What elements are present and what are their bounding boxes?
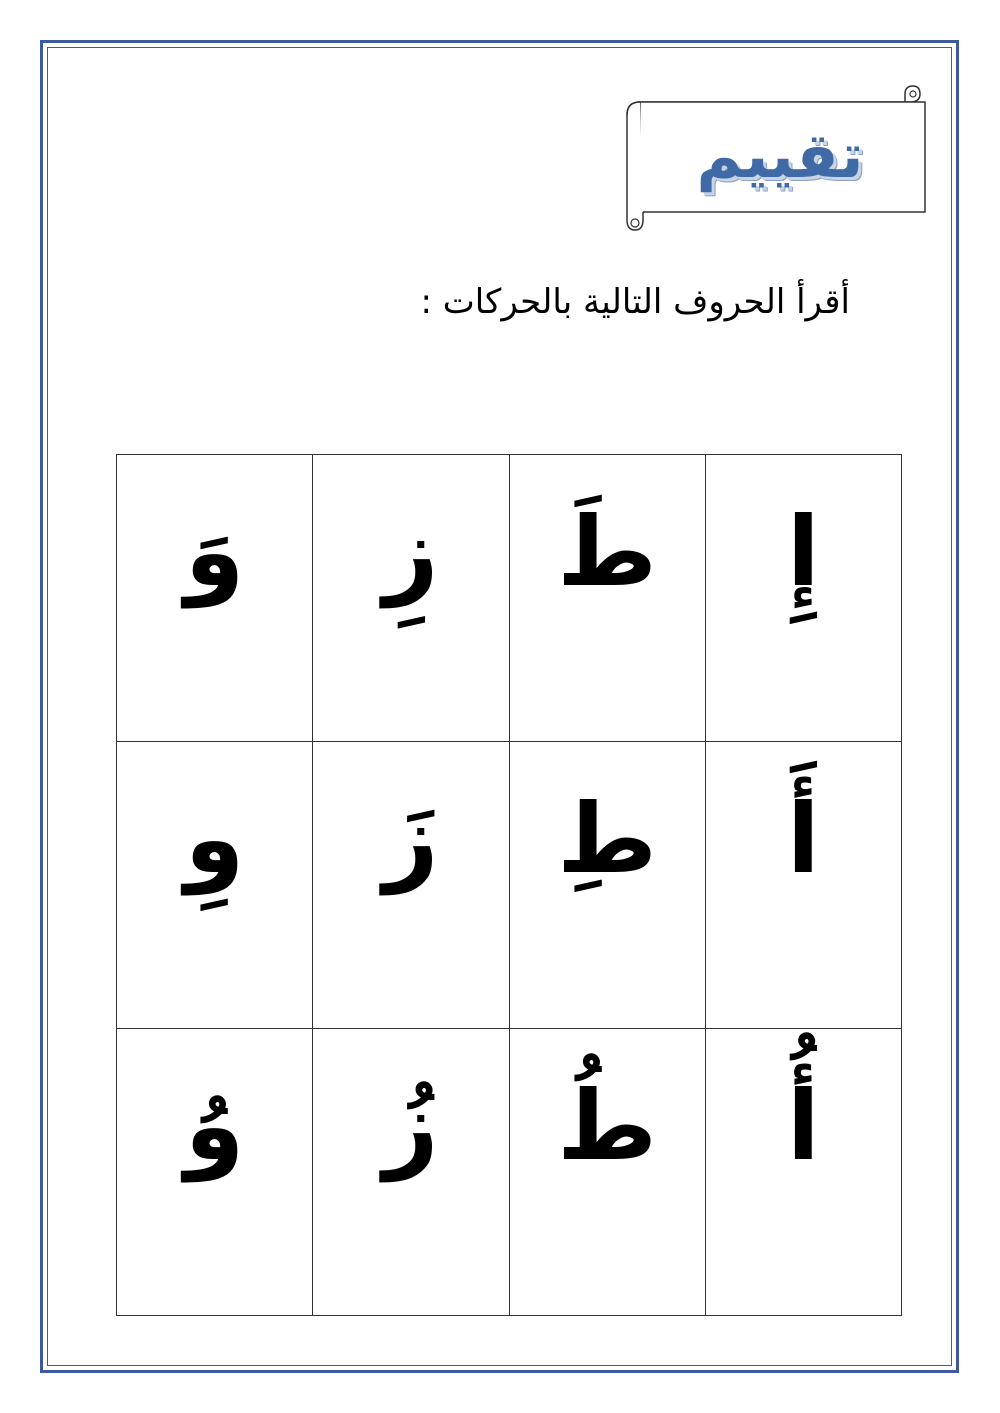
worksheet-title: تقييم	[696, 118, 864, 192]
grid-row	[117, 742, 902, 1029]
letter-cell: طَ	[509, 455, 705, 742]
letter-cell: وُ	[117, 1029, 313, 1316]
letter-cell: زَ	[313, 742, 509, 1029]
letter-cell: طِ	[509, 742, 705, 1029]
letter-cell: وَ	[117, 455, 313, 742]
letter-cell: أَ	[705, 742, 901, 1029]
letter-cell: إِ	[705, 455, 901, 742]
letter-cell: طُ	[509, 1029, 705, 1316]
instruction-text: أقرأ الحروف التالية بالحركات :	[420, 282, 850, 322]
letters-grid	[116, 454, 902, 1316]
letter-cell: أُ	[705, 1029, 901, 1316]
letter-cell: زُ	[313, 1029, 509, 1316]
grid-row	[117, 455, 902, 742]
letter-cell: وِ	[117, 742, 313, 1029]
grid-row	[117, 1029, 902, 1316]
letter-cell: زِ	[313, 455, 509, 742]
